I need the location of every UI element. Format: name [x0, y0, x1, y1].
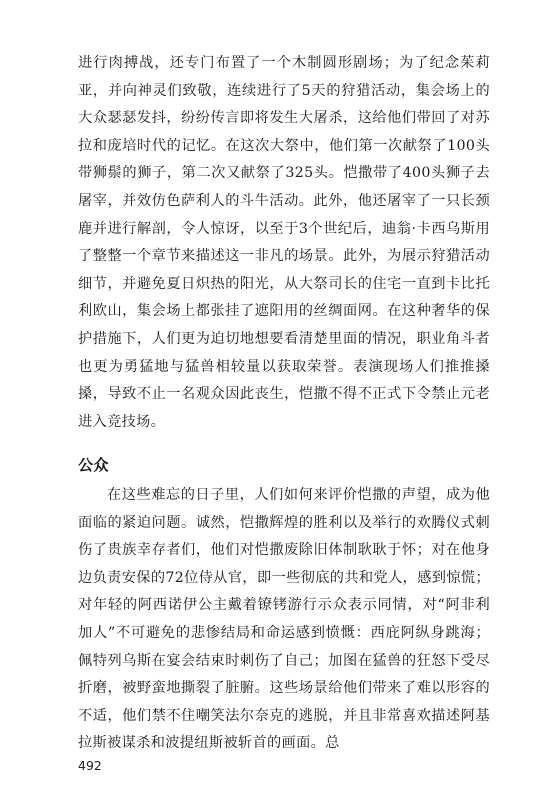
page-number: 492 [78, 758, 102, 773]
body-paragraph-2: 在这些难忘的日子里，人们如何来评价恺撒的声望，成为他面临的紧迫问题。诚然，恺撒辉煌的胜利以及举行的欢腾仪式刺伤了贵族幸存者们，他们对恺撒废除旧体制耿耿于怀；对在他身边负责安保的72位侍从官，即一些彻底的共和党人，感到惊慌；对年轻的阿西诺伊公主戴着镣铐游行示众表示同情，对“阿非利加人”不可避免的悲惨结局和命运感到愤慨：西庇阿纵身跳海；佩特列乌斯在宴会结束时刺伤了自己；加图在猛兽的狂怒下受尽折磨，被野蛮地撕裂了脏腑。这些场景给他们带来了难以形容的不适，他们禁不住嘲笑法尔奈克的逃脱，并且非常喜欢描述阿基拉斯被谋杀和波提纽斯被斩首的画面。总 [78, 487, 490, 752]
section-heading: 公众 [78, 456, 110, 474]
body-paragraph-1: 进行肉搏战，还专门布置了一个木制圆形剧场；为了纪念茱莉亚，并向神灵们致敬，连续进行了5天的狩猎活动，集会场上的大众瑟瑟发抖，纷纷传言即将发生大屠杀，这给他们带回了对苏拉和庞培时代的记忆。在这次大祭中，他们第一次献祭了100头带狮鬃的狮子，第二次又献祭了325头。恺撒带了400头狮子去屠宰，并效仿色萨利人的斗牛活动。此外，他还屠宰了一只长颈鹿并进行解剖，令人惊讶，以至于3个世纪后，迪翁·卡西乌斯用了整整一个章节来描述这一非凡的场景。此外，为展示狩猎活动细节，并避免夏日炽热的阳光，从大祭司长的住宅一直到卡比托利欧山，集会场上都张挂了遮阳用的丝绸面网。在这种奢华的保护措施下，人们更为迫切地想要看清楚里面的情况，职业角斗者也更为勇猛地与猛兽相较量以获取荣誉。表演现场人们推推搡搡，导致不止一名观众因此丧生，恺撒不得不正式下令禁止元老进入竞技场。 [78, 55, 490, 430]
